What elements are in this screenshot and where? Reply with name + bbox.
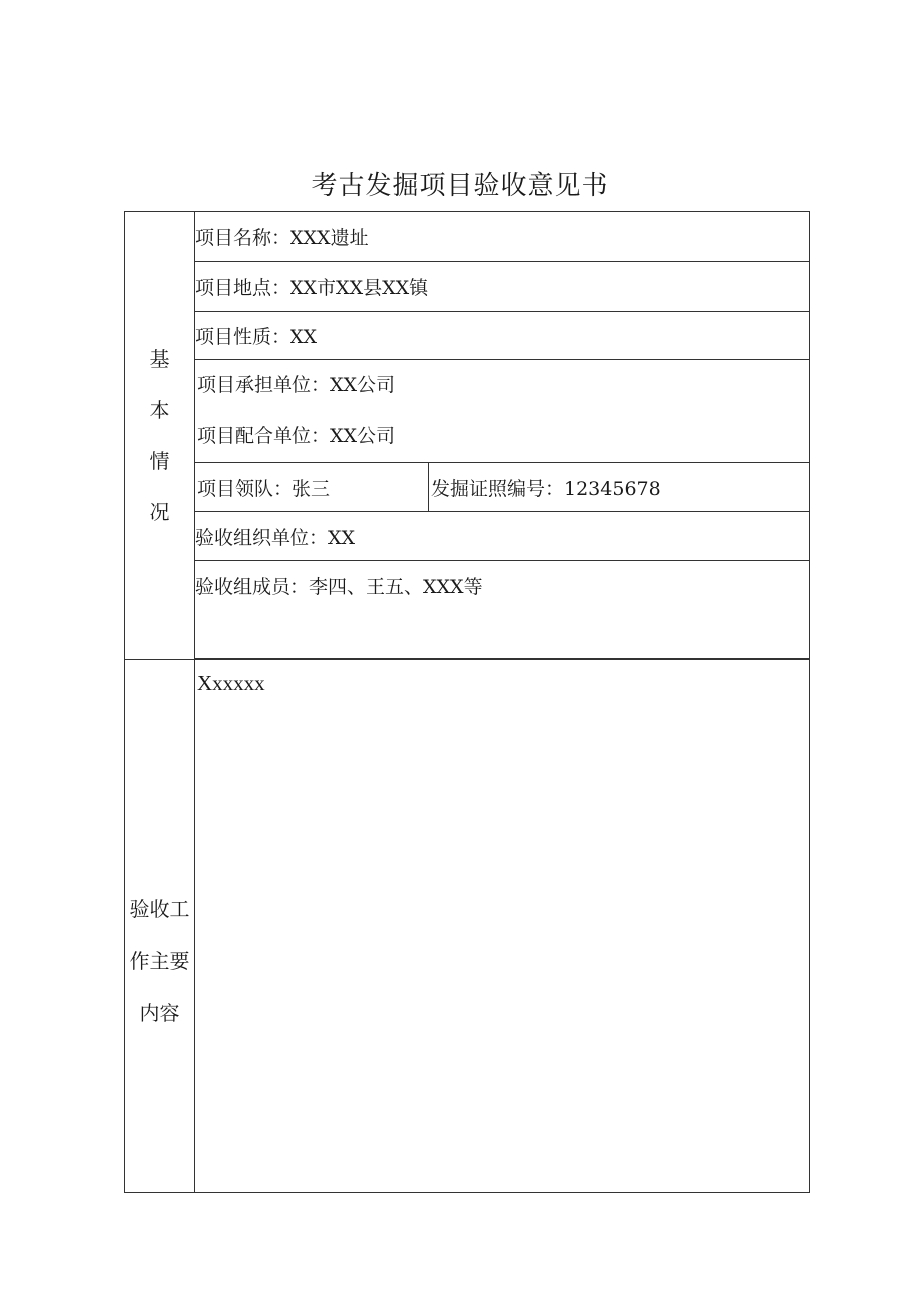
work-content-cell <box>195 660 810 1193</box>
document-title: 考古发掘项目验收意见书 <box>311 171 609 201</box>
basic-info-label-char: 情 <box>149 448 170 473</box>
work-content-label-line: 验收工 <box>129 897 190 921</box>
row-team-members <box>125 561 810 659</box>
basic-info-label-char: 基 <box>149 346 170 371</box>
work-content-label <box>130 883 190 1039</box>
leader-permit-split <box>195 463 809 511</box>
project-location-field: 项目地点：XX市XX县XX镇 <box>195 262 810 312</box>
row-leader-permit <box>125 463 810 512</box>
permit-number-field: 发掘证照编号：12345678 <box>431 477 661 500</box>
project-leader-field: 项目领队：张三 <box>195 463 429 511</box>
row-project-name <box>125 212 810 262</box>
basic-info-label-cell <box>125 212 195 660</box>
row-project-location <box>125 262 810 312</box>
row-units <box>125 360 810 463</box>
units-cell <box>195 360 810 463</box>
work-content-text: Xxxxxx <box>197 671 265 695</box>
row-organizing-unit <box>125 512 810 561</box>
cooperating-unit-field: 项目配合单位：XX公司 <box>197 425 396 447</box>
organizing-unit-field: 验收组织单位：XX <box>195 512 810 561</box>
team-members-field: 验收组成员：李四、王五、XXX等 <box>195 561 810 659</box>
work-content-label-line: 作主要 <box>129 949 190 973</box>
project-nature-field: 项目性质：XX <box>195 312 810 360</box>
work-content-label-cell <box>125 660 195 1193</box>
basic-info-label-char: 况 <box>149 499 170 524</box>
basic-info-label <box>145 334 175 538</box>
row-work-content <box>125 660 810 1193</box>
work-content-label-line: 内容 <box>139 1001 180 1025</box>
project-name-field: 项目名称：XXX遗址 <box>195 212 810 262</box>
basic-info-label-char: 本 <box>149 397 170 422</box>
leader-permit-cell <box>195 463 810 512</box>
undertaking-unit-field: 项目承担单位：XX公司 <box>197 374 396 396</box>
row-project-nature <box>125 312 810 360</box>
acceptance-form-table <box>124 211 810 1193</box>
